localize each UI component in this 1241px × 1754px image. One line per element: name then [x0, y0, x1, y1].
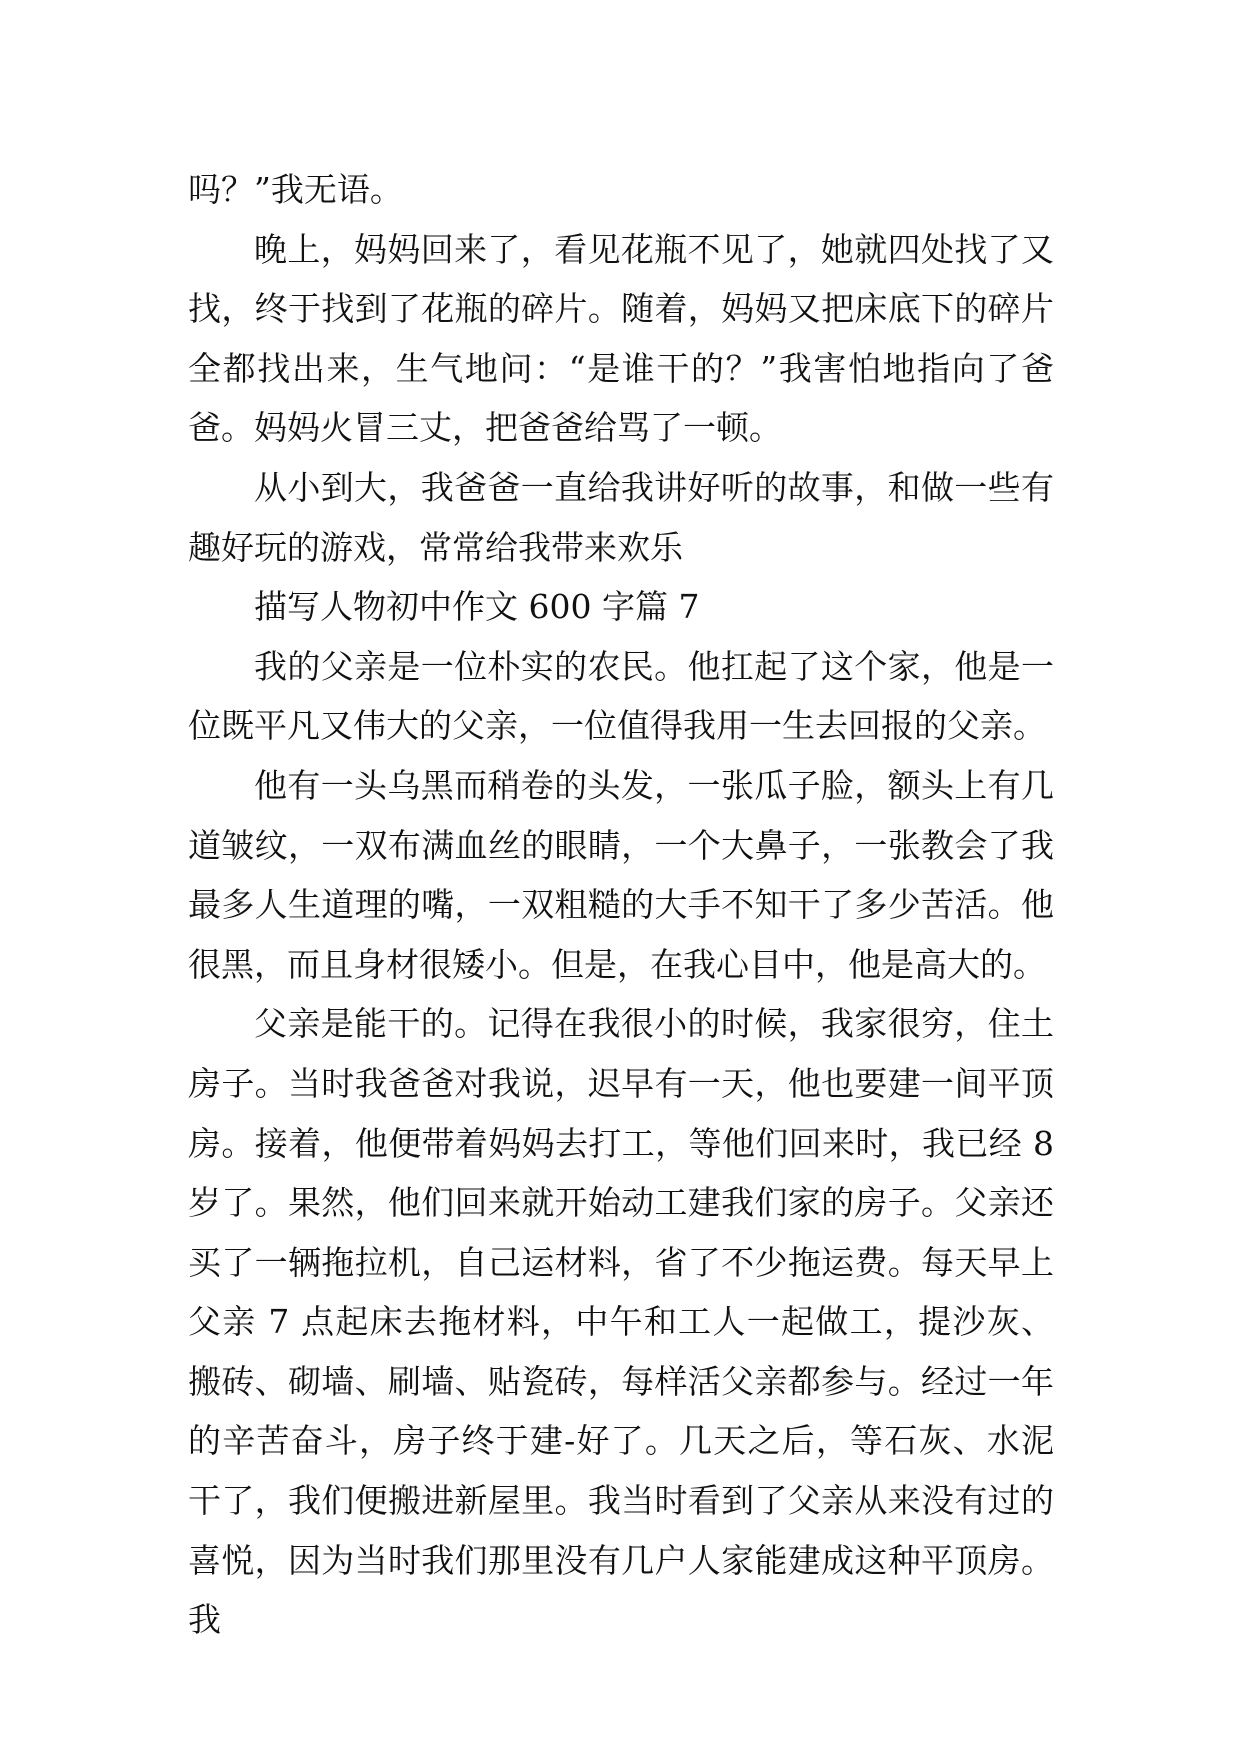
document-body — [188, 160, 1054, 1650]
paragraph-father-appearance: 他有一头乌黑而稍卷的头发，一张瓜子脸，额头上有几道皱纹，一双布满血丝的眼睛，一个大鼻子，一张教会了我最多人生道理的嘴，一双粗糙的大手不知干了多少苦活。他很黑，而且身材很矮小。但是，在我心目中，他是高大的。 — [188, 765, 1054, 984]
paragraph-vase-found: 晚上，妈妈回来了，看见花瓶不见了，她就四处找了又找，终于找到了花瓶的碎片。随着，妈妈又把床底下的碎片全都找出来，生气地问：“是谁干的？”我害怕地指向了爸爸。妈妈火冒三丈，把爸爸给骂了一顿。 — [188, 229, 1054, 448]
paragraph-father-capable: 父亲是能干的。记得在我很小的时候，我家很穷，住土房子。当时我爸爸对我说，迟早有一天，他也要建一间平顶房。接着，他便带着妈妈去打工，等他们回来时，我已经 8岁了。果然，他们回来就开始动工建我们家的房子。父亲还买了一辆拖拉机，自己运材料，省了不少拖运费。每天早上父亲 7 点起床去拖材料，中午和工人一起做工，提沙灰、搬砖、砌墙、刷墙、贴瓷砖，每样活父亲都参与。经过一年的辛苦奋斗，房子终于建-好了。几天之后，等石灰、水泥干了，我们便搬进新屋里。我当时看到了父亲从来没有过的喜悦，因为当时我们那里没有几户人家能建成这种平顶房。我 — [188, 1004, 1054, 1640]
paragraph-continuation: 吗？”我无语。 — [188, 170, 403, 209]
paragraph-father-farmer: 我的父亲是一位朴实的农民。他扛起了这个家，他是一位既平凡又伟大的父亲，一位值得我用一生去回报的父亲。 — [188, 646, 1054, 746]
paragraph-father-stories: 从小到大，我爸爸一直给我讲好听的故事，和做一些有趣好玩的游戏，常常给我带来欢乐 — [188, 467, 1054, 567]
section-title: 描写人物初中作文 600 字篇 7 — [254, 587, 700, 627]
